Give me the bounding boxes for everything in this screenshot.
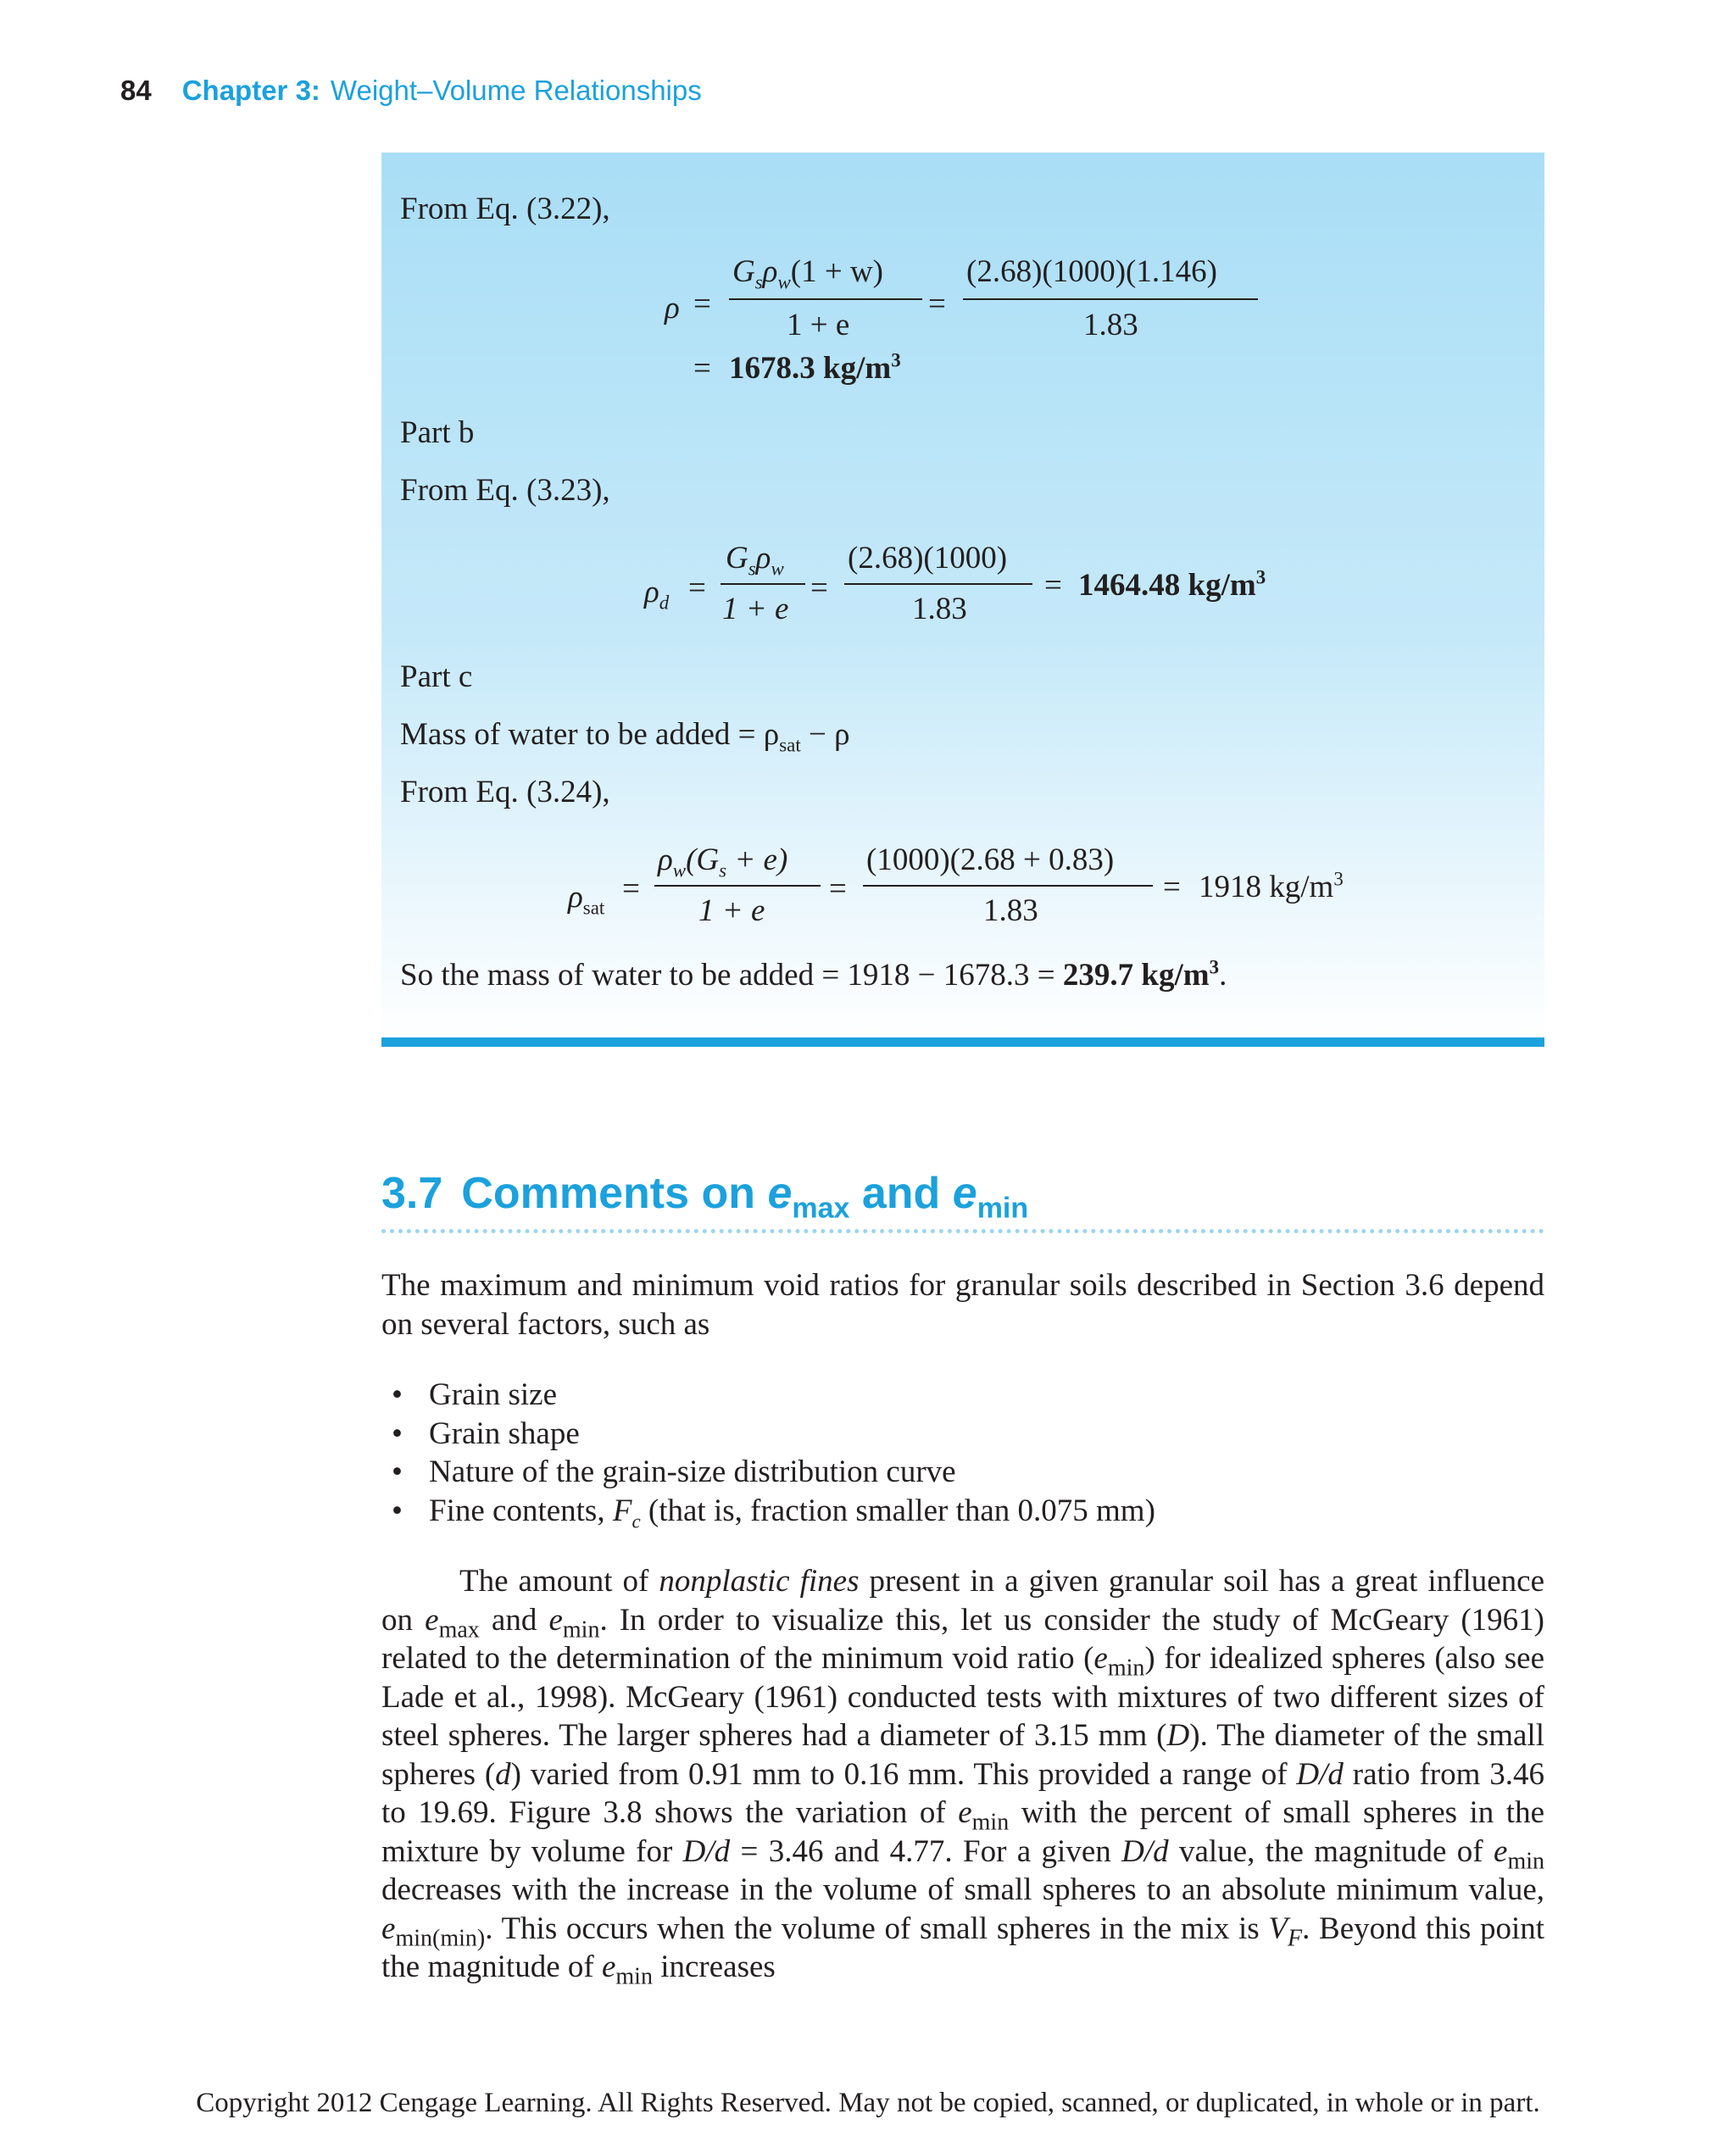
running-head (120, 75, 702, 107)
list-item: • Nature of the grain-size distribution curve (392, 1455, 956, 1489)
section-number: 3.7 (381, 1169, 443, 1218)
chapter-title: Weight–Volume Relationships (330, 75, 702, 106)
from-eq-324: From Eq. (3.24), (400, 775, 610, 809)
list-item: • Grain shape (392, 1416, 580, 1451)
mass-of-water-formula: Mass of water to be added = $\rho_{sat} - \rho$ (400, 717, 850, 756)
factor-list (392, 1376, 1155, 1530)
from-eq-323: From Eq. (3.23), (400, 473, 610, 508)
from-eq-322: From Eq. (3.22), (400, 192, 610, 226)
chapter-label: Chapter 3: (181, 75, 320, 106)
copyright-notice: Copyright 2012 Cengage Learning. All Rights Reserved. May not be copied, scanned, or duplicated, in whole or in part. (196, 2088, 1540, 2118)
section-heading: 3.7 Comments on $e_{max}$ and $e_{min}$ (381, 1169, 1029, 1225)
part-b-label: Part b (400, 415, 475, 450)
mass-of-water-result: So the mass of water to be added = 1918 − 1678.3 = 239.7 $kg/m^3$. (400, 956, 1227, 993)
list-item: • Fine contents, $F_c$ (that is, fraction smaller than 0.075 mm) (392, 1493, 1155, 1532)
body-paragraph: The amount of nonplastic fines present in a given granular soil has a great influence on $e_{max}$ and $e_{min}$. In order to visualize this, let us consider the study of McGeary (1961) related to the determination of the minimum void ratio $(e_{min})$ for idealized spheres (also see Lade et al., 1998). McGeary (1961) conducted tests with mixtures of two different sizes of steel spheres. The larger spheres had a diameter of 3.15 mm (D). The diameter of the small spheres (d) varied from 0.91 mm to 0.16 mm. This provided a range of D/d ratio from 3.46 to 19.69. Figure 3.8 shows the variation of $e_{min}$ with the percent of small spheres in the mixture by volume for D/d = 3.46 and 4.77. For a given D/d value, the magnitude of $e_{min}$ decreases with the increase in the volume of small spheres to an absolute minimum value, $e_{min(min)}$. This occurs when the volume of small spheres in the mix is $V_F$. Beyond this point the magnitude of $e_{min}$ increases (381, 1564, 1545, 1990)
page-number: 84 (120, 75, 152, 106)
intro-paragraph: The maximum and minimum void ratios for granular soils described in Section 3.6 depend on several factors, such as (381, 1268, 1544, 1342)
part-c-label: Part c (400, 659, 473, 694)
example-end-rule (381, 1037, 1544, 1047)
section-dotted-rule (381, 1229, 1544, 1233)
list-item: • Grain size (392, 1377, 558, 1412)
